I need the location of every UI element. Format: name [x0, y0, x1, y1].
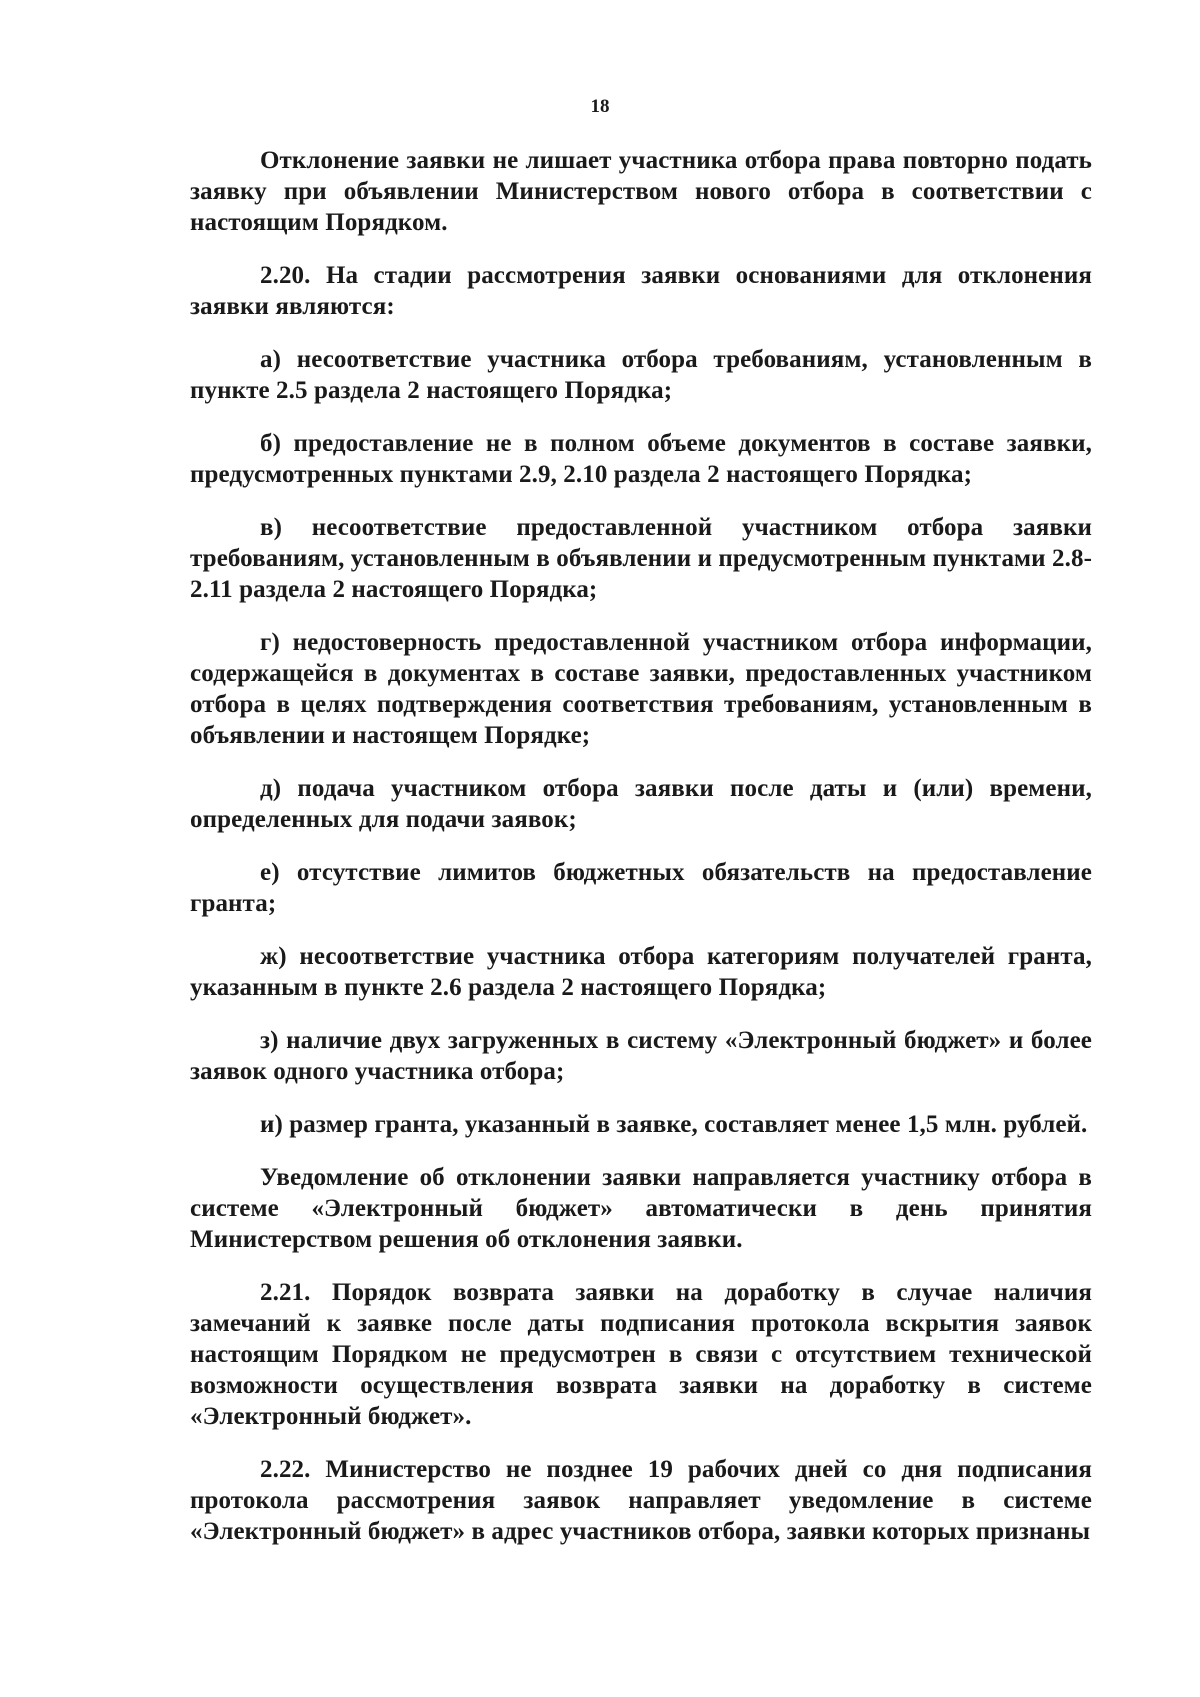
paragraph: 2.20. На стадии рассмотрения заявки основаниями для отклонения заявки являются:	[190, 262, 1092, 320]
paragraph: а) несоответствие участника отбора требованиям, установленным в пункте 2.5 раздела 2 настоящего Порядка;	[190, 346, 1092, 404]
paragraph: г) недостоверность предоставленной участником отбора информации, содержащейся в документах в составе заявки, предоставленных участником отбора в целях подтверждения соответствия требованиям, установленным в объявлении и настоящем Порядке;	[190, 629, 1092, 749]
paragraph: Отклонение заявки не лишает участника отбора права повторно подать заявку при объявлении Министерством нового отбора в соответствии с настоящим Порядком.	[190, 147, 1092, 236]
paragraph: 2.22. Министерство не позднее 19 рабочих дней со дня подписания протокола рассмотрения заявок направляет уведомление в системе «Электронный бюджет» в адрес участников отбора, заявки которых признаны	[190, 1456, 1092, 1545]
paragraph: Уведомление об отклонении заявки направляется участнику отбора в системе «Электронный бюджет» автоматически в день принятия Министерством решения об отклонения заявки.	[190, 1164, 1092, 1253]
paragraph: з) наличие двух загруженных в систему «Электронный бюджет» и более заявок одного участника отбора;	[190, 1027, 1092, 1085]
document-body	[190, 145, 1092, 1569]
paragraph: д) подача участником отбора заявки после даты и (или) времени, определенных для подачи заявок;	[190, 775, 1092, 833]
paragraph: 2.21. Порядок возврата заявки на доработку в случае наличия замечаний к заявке после даты подписания протокола вскрытия заявок настоящим Порядком не предусмотрен в связи с отсутствием технической возможности осуществления возврата заявки на доработку в системе «Электронный бюджет».	[190, 1279, 1092, 1430]
paragraph: е) отсутствие лимитов бюджетных обязательств на предоставление гранта;	[190, 859, 1092, 917]
page-number: 18	[590, 96, 610, 117]
paragraph: и) размер гранта, указанный в заявке, составляет менее 1,5 млн. рублей.	[260, 1111, 1088, 1138]
paragraph: ж) несоответствие участника отбора категориям получателей гранта, указанным в пункте 2.6 раздела 2 настоящего Порядка;	[190, 943, 1092, 1001]
paragraph: б) предоставление не в полном объеме документов в составе заявки, предусмотренных пунктами 2.9, 2.10 раздела 2 настоящего Порядка;	[190, 430, 1092, 488]
paragraph: в) несоответствие предоставленной участником отбора заявки требованиям, установленным в объявлении и предусмотренным пунктами 2.8-2.11 раздела 2 настоящего Порядка;	[190, 514, 1092, 603]
